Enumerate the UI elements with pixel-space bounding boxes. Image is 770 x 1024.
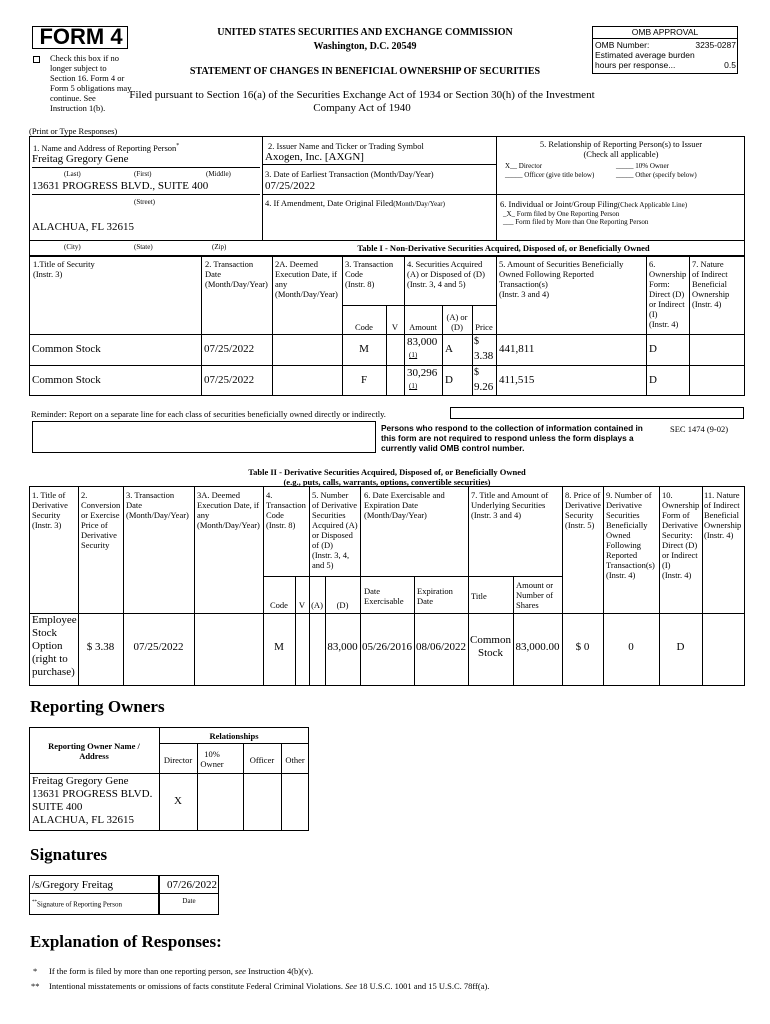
rel-officer: _____ Officer (give title below) [505, 171, 595, 179]
omb-hours: 0.5 [724, 60, 736, 70]
reporting-owners-heading: Reporting Owners [30, 697, 165, 716]
t1-r1-footnote[interactable]: (1) [409, 351, 418, 359]
checkbox-instructions: Check this box if no longer subject to Section 16. Form 4 or Form 5 obligations may continue. See Instruction 1(b). [50, 53, 132, 113]
owner-director-mark: X [174, 795, 182, 807]
owner-name-header: Reporting Owner Name / Address [48, 741, 140, 761]
t1-r2-price: 9.26 [474, 381, 494, 393]
t1-r2-owned: 411,515 [499, 374, 535, 386]
t2-r1-exercisable: 05/26/2016 [361, 641, 413, 653]
t1-sub-amount: Amount [409, 322, 437, 332]
reporting-person-label: 1. Name and Address of Reporting Person* [33, 142, 180, 153]
t2-sub-code: Code [270, 600, 288, 610]
note1: If the form is filed by more than one reporting person, see Instruction 4(b)(v). [49, 966, 314, 976]
omb-burden-1: Estimated average burden [595, 50, 695, 60]
t2-r1-date: 07/25/2022 [133, 641, 184, 653]
earliest-date-label: 3. Date of Earliest Transaction (Month/Day/Year) [265, 169, 434, 179]
t2-sub-expiration: Expiration Date [417, 586, 453, 606]
signature-date-label: Date [182, 897, 196, 905]
agency-name: UNITED STATES SECURITIES AND EXCHANGE COMMISSION [217, 27, 513, 38]
earliest-date-value: 07/25/2022 [265, 180, 316, 192]
filed-pursuant: Filed pursuant to Section 16(a) of the Securities Exchange Act of 1934 or Section 30(h) of the Investment Company Act of 1940 [129, 89, 595, 114]
first-label: (First) [134, 170, 152, 178]
t2-r1-underlying-title: Common Stock [470, 634, 511, 659]
t2-h8: 8. Price of Derivative Security (Instr. 5) [565, 490, 601, 530]
omb-number-label: OMB Number: [595, 40, 650, 50]
t2-h10: 10. Ownership Form of Derivative Security: Direct (D) or Indirect (I) (Instr. 4) [662, 490, 700, 580]
t1-h7: 7. Nature of Indirect Beneficial Ownership (Instr. 4) [692, 259, 730, 309]
t2-h3: 3. Transaction Date (Month/Day/Year) [126, 490, 189, 520]
last-label: (Last) [64, 170, 81, 178]
t1-h5: 5. Amount of Securities Beneficially Owned Following Reported Transaction(s) (Instr. 3 and 4) [499, 259, 624, 299]
street-label: (Street) [134, 198, 155, 206]
rel-director: X__ Director [505, 162, 543, 170]
t1-r1-title: Common Stock [32, 343, 101, 355]
sec-number: SEC 1474 (9-02) [670, 424, 729, 434]
zip-label: (Zip) [212, 243, 227, 251]
t1-r2-footnote[interactable]: (1) [409, 382, 418, 390]
section16-checkbox[interactable] [33, 56, 40, 63]
t2-sub-amount: Amount or Number of Shares [516, 580, 554, 610]
statement-title: STATEMENT OF CHANGES IN BENEFICIAL OWNERSHIP OF SECURITIES [189, 66, 541, 77]
t1-r1-price: 3.38 [474, 350, 494, 362]
t2-h11: 11. Nature of Indirect Beneficial Ownership (Instr. 4) [704, 490, 742, 540]
signatures-heading: Signatures [30, 845, 108, 864]
state-label: (State) [134, 243, 153, 251]
signature-date: 07/26/2022 [166, 879, 218, 891]
t1-h2a: 2A. Deemed Execution Date, if any (Month/Day/Year) [275, 259, 338, 299]
t2-r1-expiration: 08/06/2022 [415, 641, 467, 653]
middle-label: (Middle) [206, 170, 231, 178]
reminder-input-box [450, 407, 744, 419]
t1-r2-aord: D [445, 374, 453, 386]
issuer-label: 2. Issuer Name and Ticker or Trading Symbol [268, 141, 424, 151]
t2-h1: 1. Title of Derivative Security (Instr. 3) [32, 490, 68, 530]
t2-r1-deriv-price: $ 0 [575, 641, 590, 653]
t2-r1-owned: 0 [628, 641, 634, 653]
table1-title: Table I - Non-Derivative Securities Acquired, Disposed of, or Beneficially Owned [357, 243, 650, 253]
t1-r1-date: 07/25/2022 [204, 343, 255, 355]
issuer-value: Axogen, Inc. [AXGN] [265, 151, 364, 163]
owner-address: Freitag Gregory Gene 13631 PROGRESS BLVD. SUITE 400 ALACHUA, FL 32615 [32, 775, 153, 826]
t1-sub-v: V [391, 322, 399, 332]
t2-r1-price: $ 3.38 [86, 641, 115, 653]
t1-sub-code: Code [355, 322, 373, 332]
t1-h1: 1.Title of Security (Instr. 3) [33, 259, 95, 279]
other-header: Other [285, 755, 305, 765]
t1-r2-form: D [649, 374, 657, 386]
t1-r2-dollar: $ [474, 367, 479, 378]
t2-r1-underlying-amount: 83,000.00 [515, 641, 560, 653]
city-value: ALACHUA, FL 32615 [32, 221, 134, 233]
amendment-label: 4. If Amendment, Date Original Filed(Month/Day/Year) [265, 198, 445, 208]
signature-label: **Signature of Reporting Person [32, 900, 122, 909]
t2-r1-code: M [274, 641, 284, 653]
t1-h2: 2. Transaction Date (Month/Day/Year) [205, 259, 268, 289]
reporting-person-name: Freitag Gregory Gene [32, 153, 129, 165]
t1-h6: 6. Ownership Form: Direct (D) or Indirect (I) (Instr. 4) [649, 259, 687, 329]
group-filing-label: 6. Individual or Joint/Group Filing(Check Applicable Line) [500, 199, 688, 209]
t2-sub-exercisable: Date Exercisable [364, 586, 404, 606]
note2: Intentional misstatements or omissions of facts constitute Federal Criminal Violations. See 18 U.S.C. 1001 and 15 U.S.C. 78ff(a). [49, 981, 490, 991]
t2-h3a: 3A. Deemed Execution Date, if any (Month/Day/Year) [197, 490, 260, 530]
city-label: (City) [64, 243, 81, 251]
reminder-left-box [32, 421, 376, 453]
t1-r2-title: Common Stock [32, 374, 101, 386]
t1-h4: 4. Securities Acquired (A) or Disposed of (D) (Instr. 3, 4 and 5) [407, 259, 485, 289]
relationship-label: 5. Relationship of Reporting Person(s) to Issuer (Check all applicable) [539, 139, 703, 159]
officer-header: Officer [249, 755, 275, 765]
t1-h3: 3. Transaction Code (Instr. 8) [345, 259, 394, 289]
t2-sub-d: (D) [336, 600, 349, 610]
t1-r1-owned: 441,811 [499, 343, 535, 355]
t1-r2-amount: 30,296 [407, 367, 438, 379]
signature-value: /s/Gregory Freitag [32, 879, 113, 891]
t2-h4: 4. Transaction Code (Instr. 8) [266, 490, 306, 530]
print-note: (Print or Type Responses) [29, 126, 118, 136]
t1-sub-price: Price [475, 322, 493, 332]
t1-r2-date: 07/25/2022 [204, 374, 255, 386]
t1-r1-dollar: $ [474, 336, 479, 347]
explanation-heading: Explanation of Responses: [30, 932, 222, 951]
omb-title: OMB APPROVAL [631, 27, 699, 37]
omb-number: 3235-0287 [695, 40, 736, 50]
street-value: 13631 PROGRESS BLVD., SUITE 400 [32, 180, 209, 192]
t1-r2-code: F [360, 374, 368, 386]
t2-sub-title: Title [471, 591, 487, 601]
relationships-header: Relationships [209, 731, 259, 741]
rel-other: _____ Other (specify below) [616, 171, 697, 179]
t2-r1-title: Employee Stock Option (right to purchase) [32, 614, 77, 678]
t2-r1-disposed: 83,000 [327, 641, 358, 653]
t1-r1-aord: A [445, 343, 453, 355]
t1-sub-aord: (A) or (D) [446, 312, 468, 332]
t2-sub-v: V [298, 600, 306, 610]
t2-r1-form: D [676, 641, 685, 653]
t2-h5: 5. Number of Derivative Securities Acquired (A) or Disposed of (D) (Instr. 3, 4, and 5) [312, 490, 358, 570]
reminder-text: Reminder: Report on a separate line for each class of securities beneficially owned directly or indirectly. [31, 409, 386, 419]
t2-h7: 7. Title and Amount of Underlying Securities (Instr. 3 and 4) [471, 490, 549, 520]
note2-mark: ** [31, 981, 40, 991]
note1-mark: * [33, 966, 38, 976]
t2-h6: 6. Date Exercisable and Expiration Date (Month/Day/Year) [364, 490, 445, 520]
t2-h2: 2. Conversion or Exercise Price of Derivative Security [81, 490, 121, 550]
rel-ten-owner: _____ 10% Owner [616, 162, 669, 170]
persons-notice: Persons who respond to the collection of information contained in this form are not required to respond unless the form displays a currently valid OMB control number. [381, 423, 643, 453]
t1-r1-amount: 83,000 [407, 336, 438, 348]
director-header: Director [163, 755, 193, 765]
group-more: ___ Form filed by More than One Reporting Person [503, 218, 649, 226]
t1-r1-form: D [649, 343, 657, 355]
ten-owner-header: 10% Owner [200, 749, 224, 769]
form-title: FORM 4 [39, 24, 123, 49]
group-one: _X_ Form filed by One Reporting Person [503, 210, 620, 218]
omb-burden-2: hours per response... [595, 60, 676, 70]
t2-sub-a: (A) [311, 600, 323, 610]
table2-title: Table II - Derivative Securities Acquired, Disposed of, or Beneficially Owned (e.g., puts, calls, warrants, options, convertible securities) [248, 467, 526, 487]
agency-city: Washington, D.C. 20549 [313, 41, 417, 52]
t2-h9: 9. Number of Derivative Securities Beneficially Owned Following Reported Transaction(s) (Instr. 4) [606, 490, 655, 580]
t1-r1-code: M [359, 343, 369, 355]
